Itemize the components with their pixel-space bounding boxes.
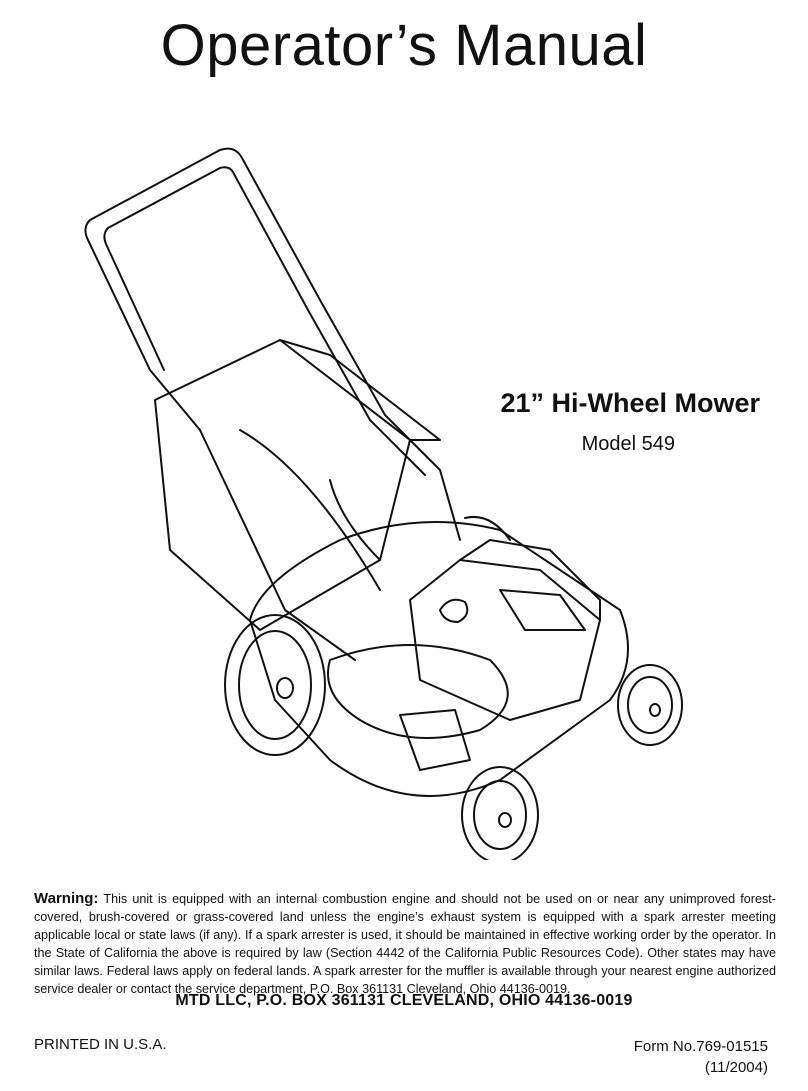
form-date: (11/2004) — [704, 1059, 768, 1076]
product-name: 21” Hi-Wheel Mower — [500, 388, 760, 418]
form-info — [634, 1036, 768, 1078]
lawn-mower-illustration — [80, 140, 720, 860]
warning-label: Warning: — [34, 890, 99, 907]
form-number: Form No.769-01515 — [633, 1038, 768, 1055]
printed-in: PRINTED IN U.S.A. — [34, 1036, 167, 1053]
page-title: Operator’s Manual — [160, 13, 648, 78]
product-heading — [440, 388, 760, 456]
model-number: Model 549 — [581, 433, 675, 455]
warning-paragraph — [34, 890, 776, 998]
warning-text: This unit is equipped with an internal combustion engine and should not be used on or near any unimproved forest-covered, brush-covered or grass-covered land unless the engine’s exhaust system is equipped with a spark arrester meeting applicable local or state laws (if any). If a spark arrester is used, it should be maintained in effective working order by the operator. In the State of California the above is required by law (Section 4442 of the California Public Resources Code). Other states may have similar laws. Federal laws apply on federal lands. A spark arrester for the muffler is available through your nearest engine authorized service dealer or contact the service department, P.O. Box 361131 Cleveland, Ohio 44136-0019. — [34, 892, 776, 996]
company-address: MTD LLC, P.O. BOX 361131 CLEVELAND, OHIO 44136-0019 — [175, 992, 633, 1009]
